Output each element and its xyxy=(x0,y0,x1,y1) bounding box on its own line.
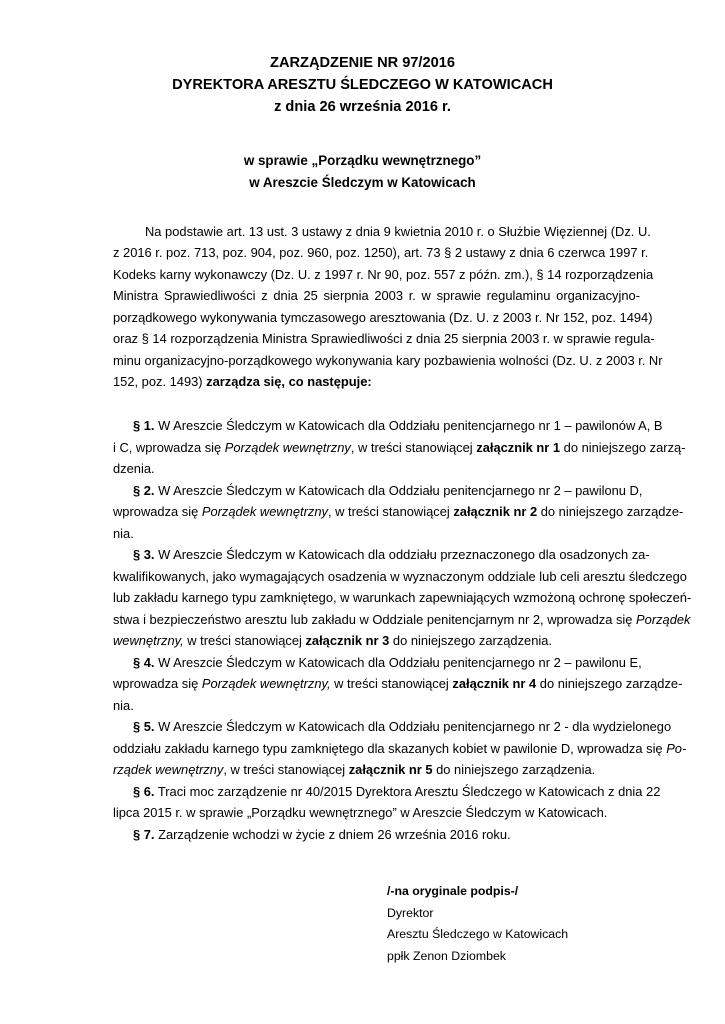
section-6-line xyxy=(133,784,661,800)
section-italic-text: Porządek wewnętrzny, xyxy=(201,676,331,691)
section-4-line: nia. xyxy=(113,698,134,713)
signatory-name: ppłk Zenon Dziombek xyxy=(387,949,506,963)
attachment-reference: załącznik nr 3 xyxy=(305,633,390,648)
section-text: W Areszcie Śledczym w Katowicach dla oddziału przeznaczonego dla osadzonych za- xyxy=(154,547,650,562)
section-3-mark: § 3. xyxy=(133,547,155,562)
section-4-mark: § 4. xyxy=(133,655,155,670)
section-5-line xyxy=(113,741,687,757)
document-title xyxy=(0,52,725,118)
section-5-line xyxy=(113,762,640,778)
section-text: do niniejszego zarzą- xyxy=(560,440,686,455)
section-4-line xyxy=(133,655,640,671)
title-line-1: ZARZĄDZENIE NR 97/2016 xyxy=(270,55,455,71)
section-italic-text: Po- xyxy=(666,741,687,756)
attachment-reference: załącznik nr 4 xyxy=(452,676,537,691)
preamble-line: minu organizacyjno-porządkowego wykonywania kary pozbawienia wolności (Dz. U. z 2003 r. Nr xyxy=(113,353,663,368)
section-italic-text: rządek wewnętrzny xyxy=(113,762,224,777)
signature-note: /-na oryginale podpis-/ xyxy=(387,884,519,898)
section-1-line xyxy=(113,440,686,456)
attachment-reference: załącznik nr 5 xyxy=(348,762,433,777)
section-3-line xyxy=(133,547,650,563)
section-3-line xyxy=(113,612,691,628)
section-5-line xyxy=(133,719,672,735)
subject-line-2: w Areszcie Śledczym w Katowicach xyxy=(249,175,476,190)
preamble-decree-phrase: zarządza się, co następuje: xyxy=(206,374,372,389)
section-1-line: dzenia. xyxy=(113,461,155,476)
attachment-reference: załącznik nr 1 xyxy=(476,440,561,455)
section-3-line: kwalifikowanych, jako wymagających osadzenia w wyznaczonym oddziale lub celi aresztu śledczego xyxy=(113,569,687,584)
section-text: do niniejszego zarządzenia. xyxy=(389,633,552,648)
section-1-line xyxy=(133,418,663,434)
preamble-line: Ministra Sprawiedliwości z dnia 25 sierpnia 2003 r. w sprawie regulaminu organizacyjno- xyxy=(113,288,640,303)
section-3-line: lub zakładu karnego typu zamkniętego, w warunkach zapewniających wzmożoną ochronę społeczeń- xyxy=(113,590,692,605)
section-text: i C, wprowadza się xyxy=(113,440,225,455)
section-2-line: nia. xyxy=(113,526,134,541)
preamble-line xyxy=(113,374,640,390)
section-text: Zarządzenie wchodzi w życie z dniem 26 września 2016 roku. xyxy=(154,827,511,842)
section-text: wprowadza się xyxy=(113,676,202,691)
preamble-line: z 2016 r. poz. 713, poz. 904, poz. 960, poz. 1250), art. 73 § 2 ustawy z dnia 6 czerwca 1997 r. xyxy=(113,245,649,260)
section-text: , w treści stanowiącej xyxy=(350,440,477,455)
section-text: , w treści stanowiącej xyxy=(223,762,349,777)
section-text: oddziału zakładu karnego typu zamkniętego dla skazanych kobiet w pawilonie D, wprowadza się xyxy=(113,741,667,756)
section-2-line xyxy=(133,483,643,499)
section-text: Traci moc zarządzenie nr 40/2015 Dyrektora Aresztu Śledczego w Katowicach z dnia 22 xyxy=(154,784,661,799)
section-text: w treści stanowiącej xyxy=(183,633,306,648)
section-italic-text: Porządek xyxy=(636,612,691,627)
attachment-reference: załącznik nr 2 xyxy=(453,504,538,519)
section-text: do niniejszego zarządze- xyxy=(537,504,684,519)
document-subject xyxy=(0,150,725,194)
section-italic-text: wewnętrzny, xyxy=(113,633,184,648)
subject-line-1: w sprawie „Porządku wewnętrznego” xyxy=(243,153,482,168)
section-italic-text: Porządek wewnętrzny xyxy=(201,504,328,519)
section-text: do niniejszego zarządzenia. xyxy=(432,762,596,777)
section-2-mark: § 2. xyxy=(133,483,155,498)
section-text: w treści stanowiącej xyxy=(330,676,453,691)
section-text: W Areszcie Śledczym w Katowicach dla Oddziału penitencjarnego nr 2 – pawilonu D, xyxy=(154,483,643,498)
section-2-line xyxy=(113,504,684,520)
preamble-line: oraz § 14 rozporządzenia Ministra Sprawiedliwości z dnia 25 sierpnia 2003 r. w sprawie regula- xyxy=(113,331,655,346)
signatory-role: Dyrektor xyxy=(387,906,434,920)
preamble-line: Kodeks karny wykonawczy (Dz. U. z 1997 r. Nr 90, poz. 557 z późn. zm.), § 14 rozporządzenia xyxy=(113,267,654,282)
title-line-2: DYREKTORA ARESZTU ŚLEDCZEGO W KATOWICACH xyxy=(172,77,553,93)
section-text: W Areszcie Śledczym w Katowicach dla Oddziału penitencjarnego nr 2 – pawilonu E, xyxy=(154,655,642,670)
section-text: W Areszcie Śledczym w Katowicach dla Oddziału penitencjarnego nr 2 - dla wydzielonego xyxy=(154,719,672,734)
section-text: W Areszcie Śledczym w Katowicach dla Oddziału penitencjarnego nr 1 – pawilonów A, B xyxy=(154,418,663,433)
signatory-institution: Aresztu Śledczego w Katowicach xyxy=(387,927,569,941)
section-6-line: lipca 2015 r. w sprawie „Porządku wewnętrznego” w Areszcie Śledczym w Katowicach. xyxy=(113,805,608,820)
section-6-mark: § 6. xyxy=(133,784,155,799)
section-4-line xyxy=(113,676,683,692)
preamble-line: porządkowego wykonywania tymczasowego aresztowania (Dz. U. z 2003 r. Nr 152, poz. 1494) xyxy=(113,310,653,325)
section-5-mark: § 5. xyxy=(133,719,155,734)
section-3-line xyxy=(113,633,640,649)
section-text: wprowadza się xyxy=(113,504,202,519)
section-1-mark: § 1. xyxy=(133,418,155,433)
section-text: do niniejszego zarządze- xyxy=(536,676,683,691)
section-text: stwa i bezpieczeństwo aresztu lub zakładu w Oddziale penitencjarnym nr 2, wprowadza się xyxy=(113,612,637,627)
section-7-mark: § 7. xyxy=(133,827,155,842)
section-text: , w treści stanowiącej xyxy=(327,504,454,519)
title-line-3: z dnia 26 września 2016 r. xyxy=(274,99,451,115)
section-7-line xyxy=(133,827,640,843)
preamble-line: Na podstawie art. 13 ust. 3 ustawy z dnia 9 kwietnia 2010 r. o Służbie Więziennej (Dz. U. xyxy=(145,224,651,239)
section-italic-text: Porządek wewnętrzny xyxy=(224,440,351,455)
preamble-text: 152, poz. 1493) xyxy=(113,374,207,389)
